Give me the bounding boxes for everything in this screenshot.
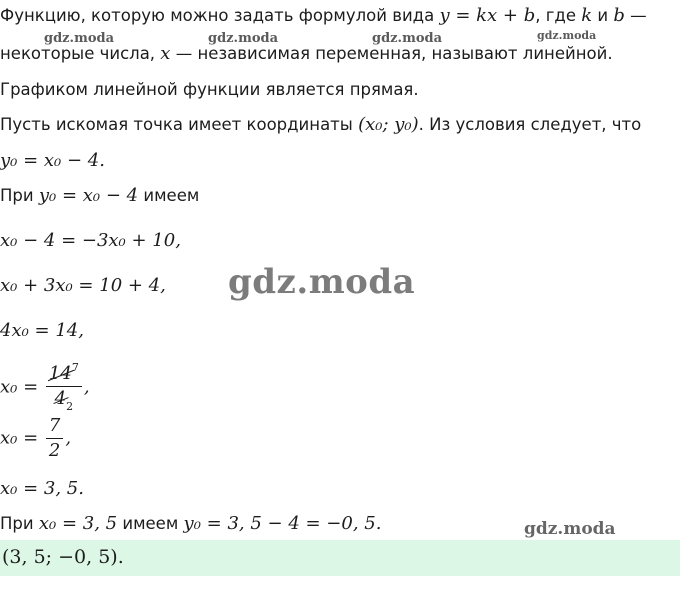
intro-b: b <box>613 5 625 26</box>
point-text-2: . Из условия следует, что <box>418 115 642 134</box>
step-2: x₀ + 3x₀ = 10 + 4, <box>0 275 166 296</box>
step-4-den: 4 <box>54 388 67 409</box>
intro-line-1 <box>0 5 647 27</box>
step-5-den: 2 <box>46 438 63 463</box>
intro-k: k <box>581 5 593 26</box>
point-sentence <box>0 114 641 136</box>
intro-line2-text-2: — независимая переменная, называют линейной. <box>170 44 613 63</box>
equation-condition: y₀ = x₀ − 4. <box>0 150 105 171</box>
watermark-small-3: gdz.moda <box>372 31 443 46</box>
step-5-num: 7 <box>48 415 61 436</box>
step-4-den-reduced: 2 <box>66 400 74 413</box>
answer-text: (3, 5; −0, 5). <box>2 546 124 568</box>
with-expr: y₀ = x₀ − 4 <box>38 185 139 206</box>
step-4 <box>0 356 90 419</box>
intro-and: и <box>592 6 614 25</box>
final-middle: имеем <box>117 514 184 533</box>
intro-text-1: Функцию, которую можно задать формулой вида <box>0 6 440 25</box>
step-6: x₀ = 3, 5. <box>0 478 84 499</box>
watermark-small-1: gdz.moda <box>44 31 115 46</box>
step-5 <box>0 414 71 463</box>
step-3: 4x₀ = 14, <box>0 320 84 341</box>
final-prefix: При <box>0 514 39 533</box>
intro-formula: y = kx + b <box>439 5 536 26</box>
with-line <box>0 185 199 207</box>
intro-x: x <box>160 43 171 64</box>
watermark-small-2: gdz.moda <box>208 31 279 46</box>
point-coords: (x₀; y₀) <box>358 114 419 135</box>
intro-line-2 <box>0 43 613 65</box>
step-4-lhs: x₀ = <box>0 376 44 398</box>
point-text-1: Пусть искомая точка имеет координаты <box>0 115 359 134</box>
step-5-fraction <box>46 414 63 463</box>
intro-dash: — <box>624 6 647 25</box>
step-4-fraction <box>46 356 82 419</box>
step-4-num: 14 <box>48 363 72 384</box>
step-4-tail: , <box>83 376 90 398</box>
step-4-num-reduced: 7 <box>71 361 79 374</box>
intro-text-2: , где <box>535 6 582 25</box>
intro-line2-text-1: некоторые числа, <box>0 44 161 63</box>
step-1: x₀ − 4 = −3x₀ + 10, <box>0 230 181 251</box>
watermark-big: gdz.moda <box>228 262 416 302</box>
watermark-small-4: gdz.moda <box>537 29 597 42</box>
final-expr-1: x₀ = 3, 5 <box>38 513 118 534</box>
final-line <box>0 513 381 535</box>
with-prefix: При <box>0 186 39 205</box>
step-5-tail: , <box>65 427 72 449</box>
graph-sentence: Графиком линейной функции является прямая. <box>0 80 419 99</box>
with-suffix: имеем <box>138 186 200 205</box>
step-5-lhs: x₀ = <box>0 427 44 449</box>
watermark-mid: gdz.moda <box>524 519 616 539</box>
final-expr-2: y₀ = 3, 5 − 4 = −0, 5. <box>183 513 382 534</box>
